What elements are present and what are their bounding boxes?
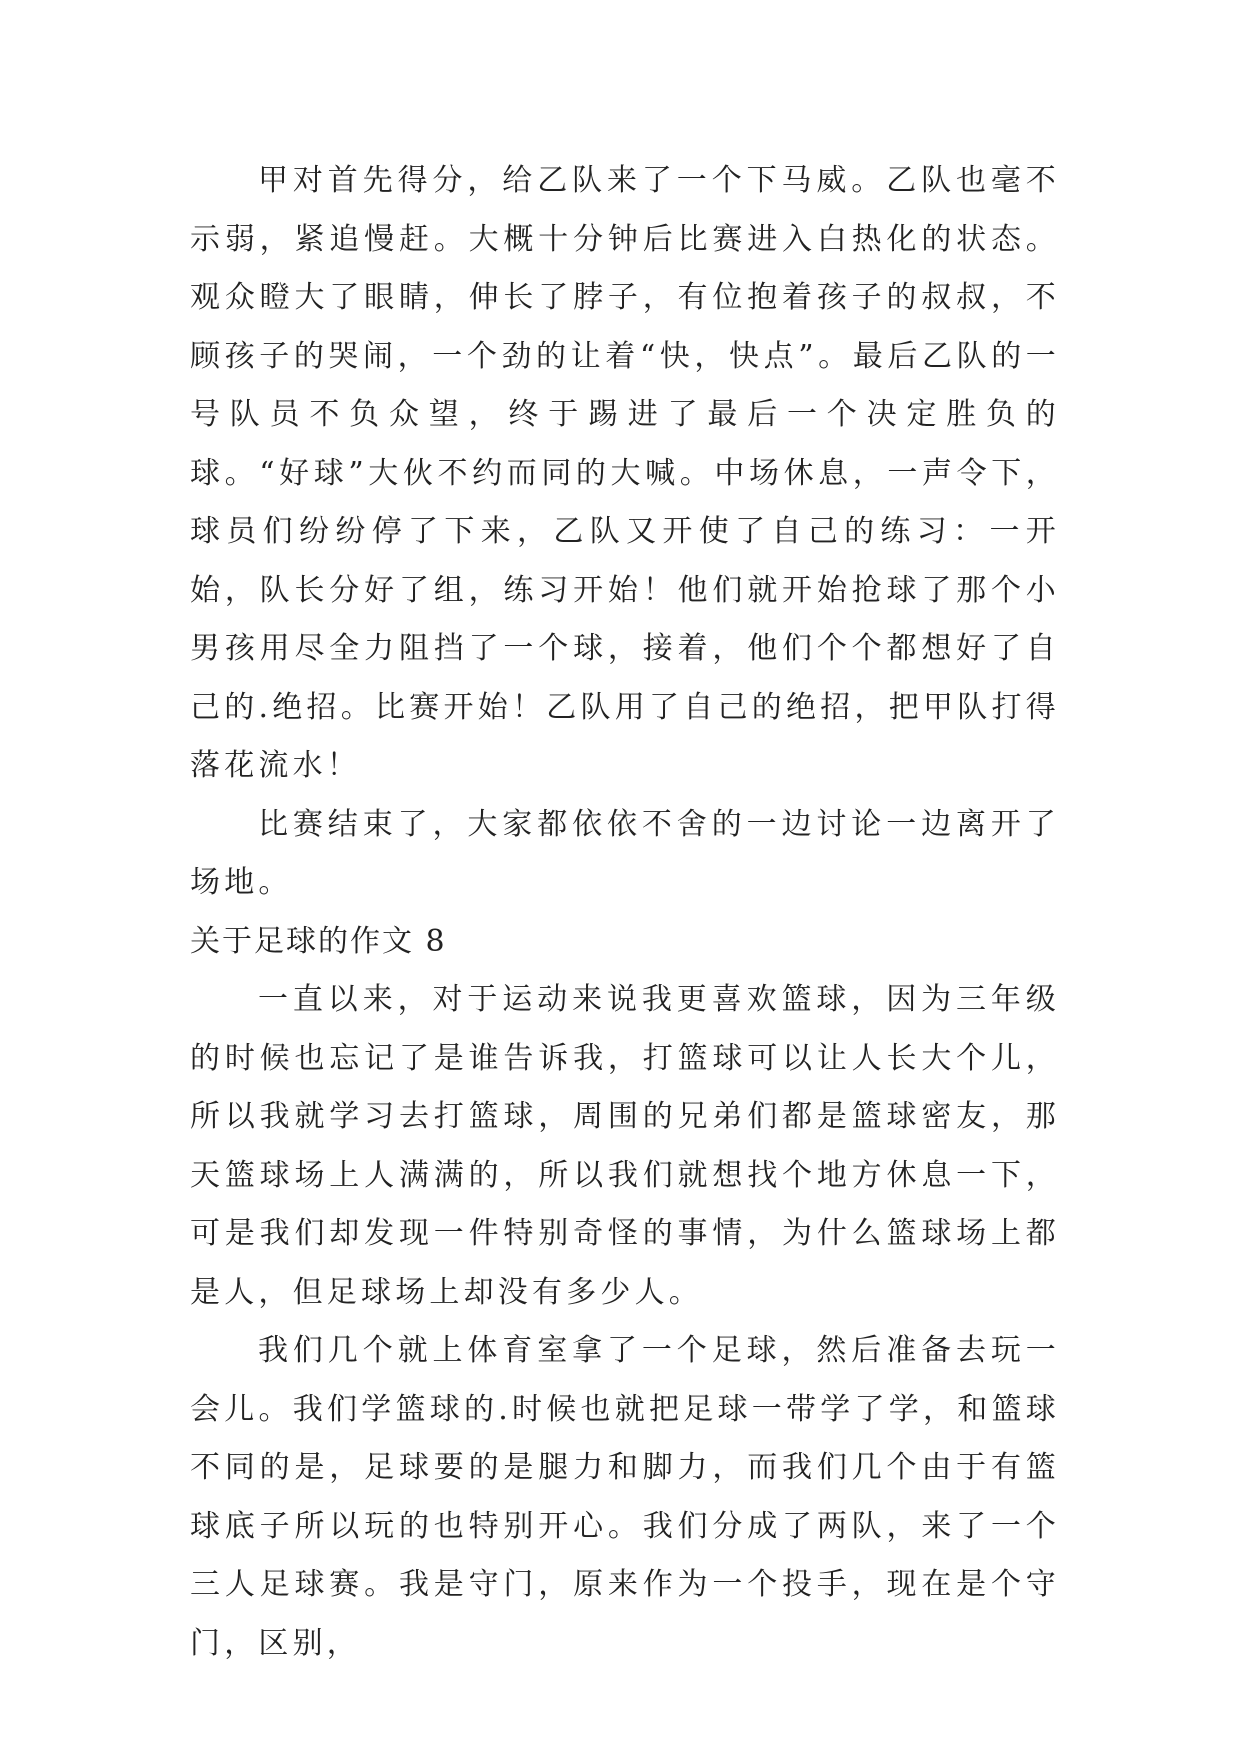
document-body — [190, 152, 1060, 1673]
paragraph: 比赛结束了，大家都依依不舍的一边讨论一边离开了场地。 — [190, 806, 1060, 900]
paragraph: 我们几个就上体育室拿了一个足球，然后准备去玩一会儿。我们学篮球的.时候也就把足球一带学了学，和篮球不同的是，足球要的是腿力和脚力，而我们几个由于有篮球底子所以玩的也特别开心。我们分成了两队，来了一个三人足球赛。我是守门，原来作为一个投手，现在是个守门，区别， — [190, 1333, 1060, 1661]
paragraph: 甲对首先得分，给乙队来了一个下马威。乙队也毫不示弱，紧追慢赶。大概十分钟后比赛进入白热化的状态。观众瞪大了眼睛，伸长了脖子，有位抱着孩子的叔叔，不顾孩子的哭闹，一个劲的让着“快，快点”。最后乙队的一号队员不负众望，终于踢进了最后一个决定胜负的球。“好球”大伙不约而同的大喊。中场休息，一声令下，球员们纷纷停了下来，乙队又开使了自己的练习：一开始，队长分好了组，练习开始！他们就开始抢球了那个小男孩用尽全力阻挡了一个球，接着，他们个个都想好了自己的.绝招。比赛开始！乙队用了自己的绝招，把甲队打得落花流水！ — [190, 163, 1060, 783]
paragraph: 一直以来，对于运动来说我更喜欢篮球，因为三年级的时候也忘记了是谁告诉我，打篮球可以让人长大个儿，所以我就学习去打篮球，周围的兄弟们都是篮球密友，那天篮球场上人满满的，所以我们就想找个地方休息一下，可是我们却发现一件特别奇怪的事情，为什么篮球场上都是人，但足球场上却没有多少人。 — [190, 982, 1060, 1310]
section-heading: 关于足球的作文 8 — [190, 923, 447, 959]
